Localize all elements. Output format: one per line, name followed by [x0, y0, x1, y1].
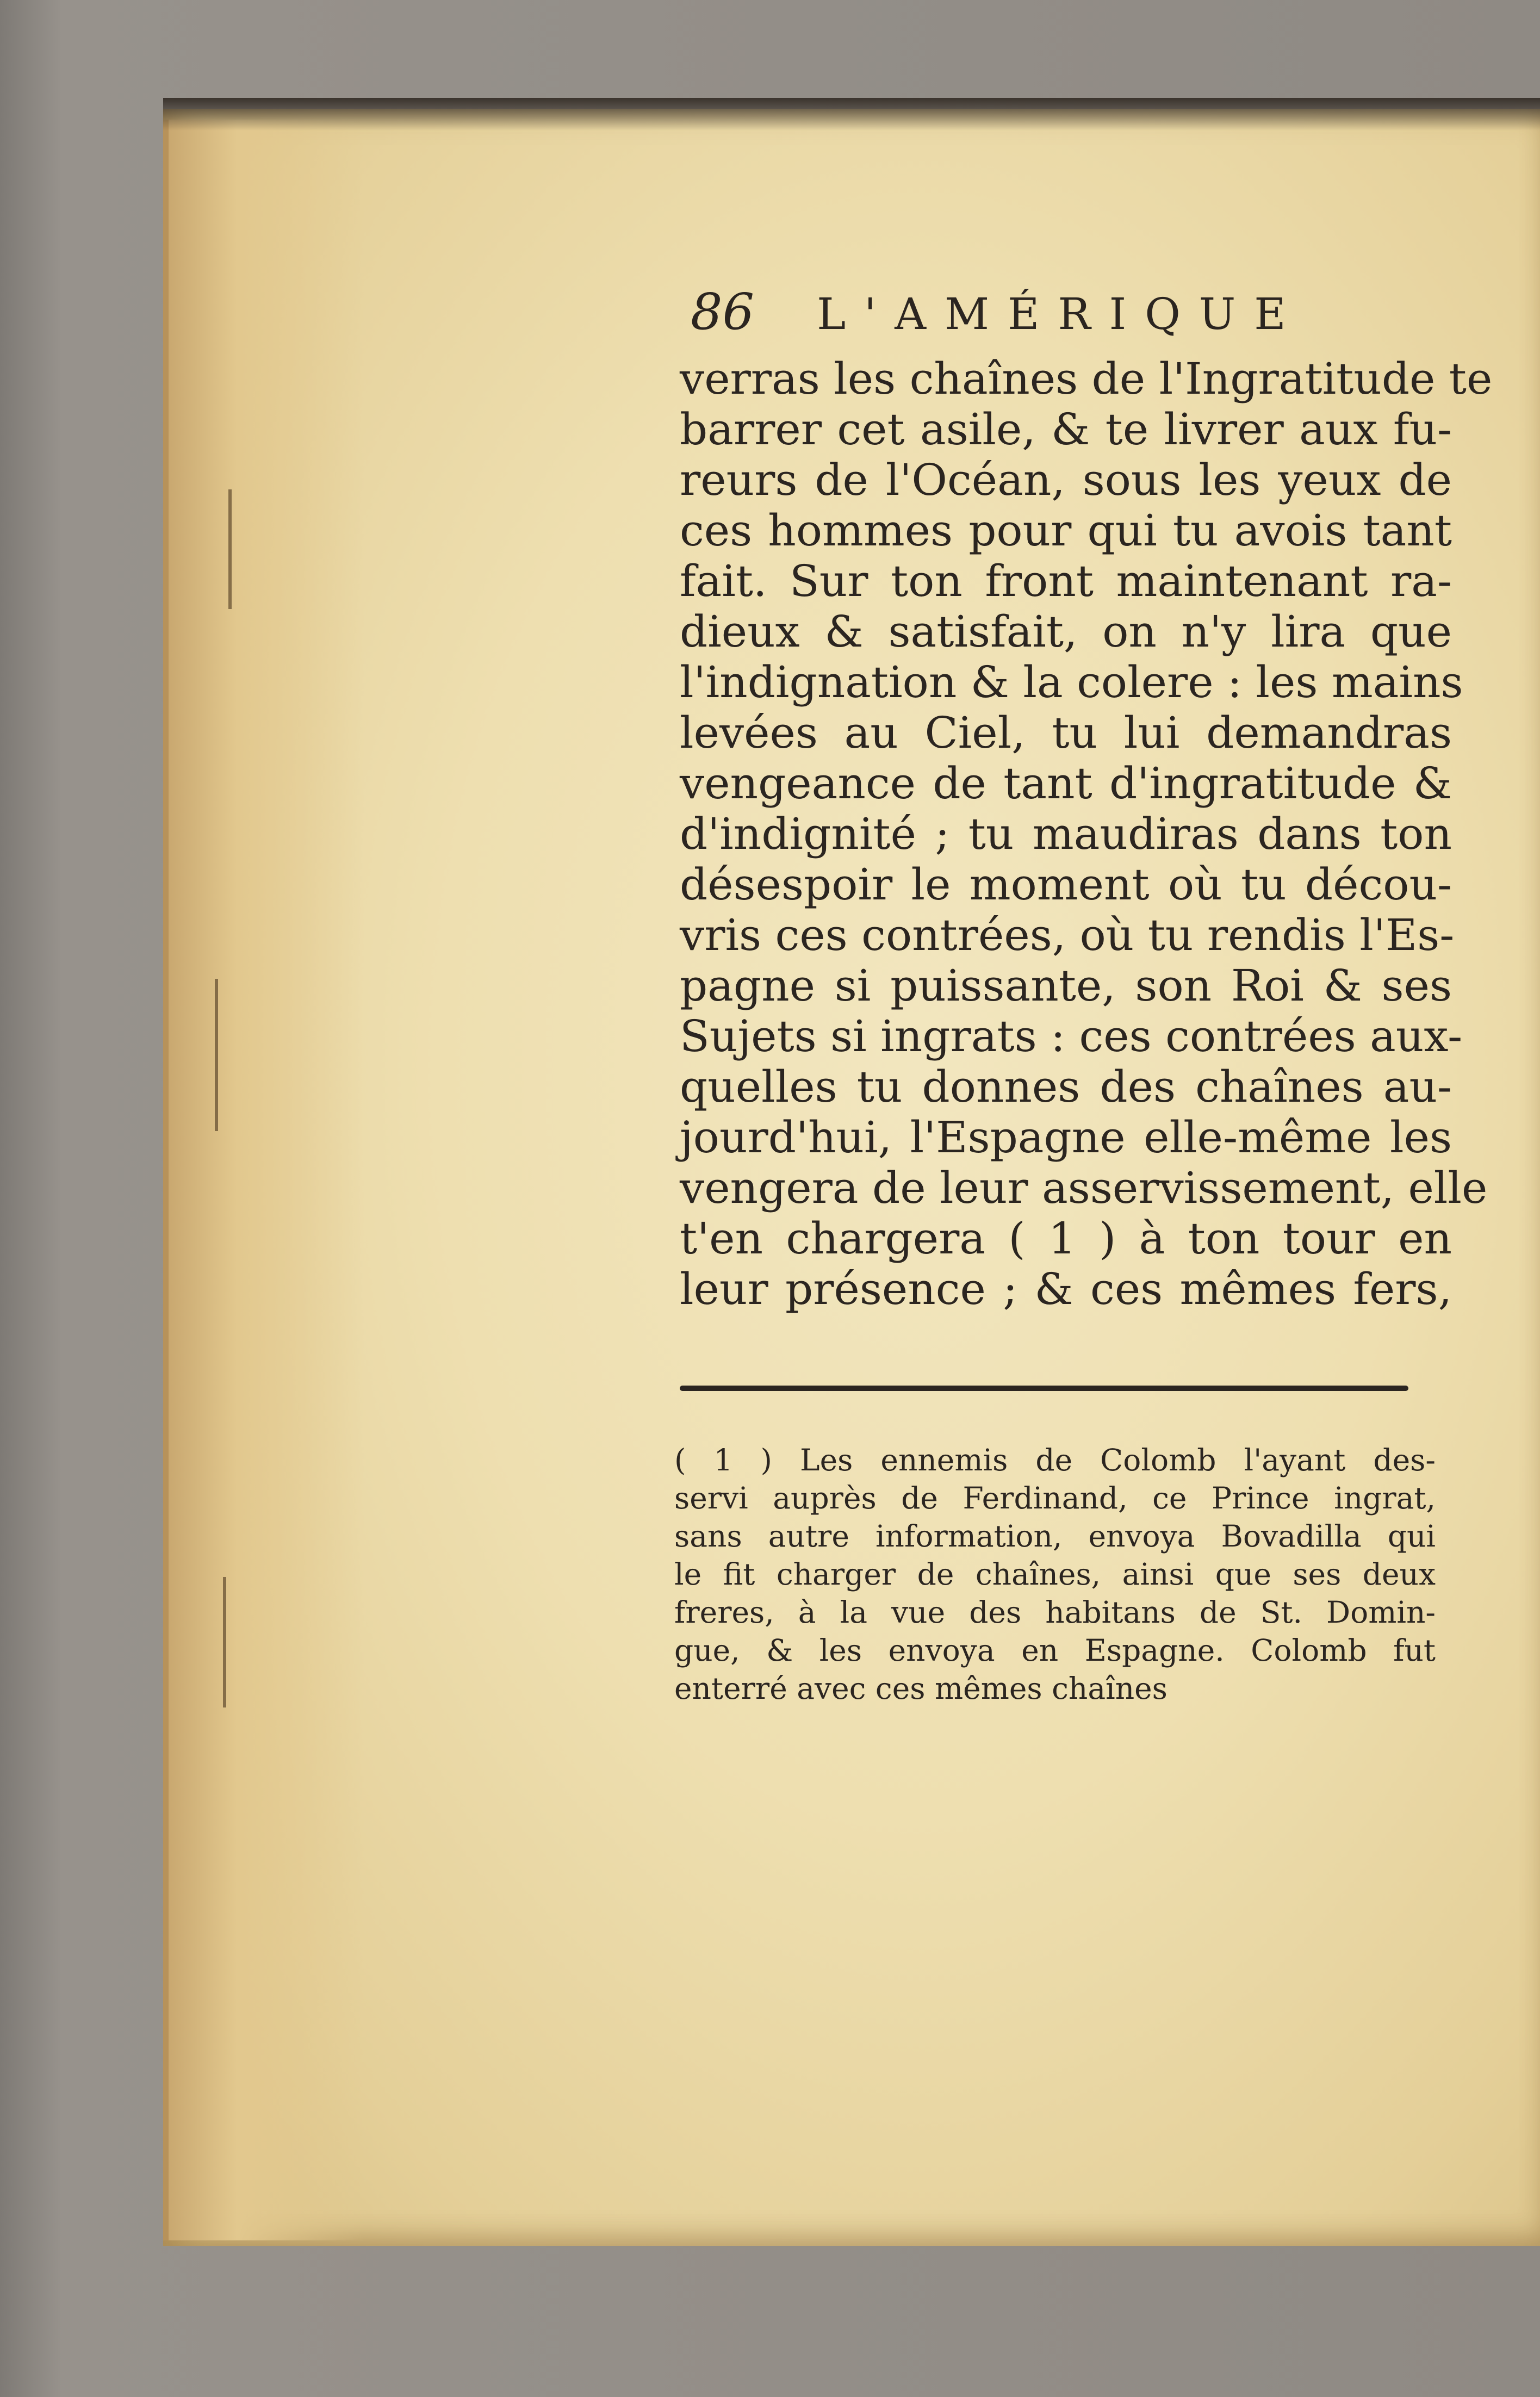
text-line: vengeance de tant d'ingratitude &	[680, 758, 1452, 809]
text-line: fait. Sur ton front maintenant ra-	[680, 556, 1452, 606]
text-line: l'indignation & la colere : les mains	[680, 657, 1463, 707]
text-line: désespoir le moment où tu décou-	[680, 859, 1452, 910]
page-number: 86	[691, 283, 755, 341]
text-line: Sujets si ingrats : ces contrées aux-	[680, 1011, 1463, 1061]
running-title: L'AMÉRIQUE	[817, 289, 1305, 339]
text-line: ces hommes pour qui tu avois tant	[680, 505, 1452, 556]
text-line: d'indignité ; tu maudiras dans ton	[680, 809, 1452, 859]
footnote-rule	[680, 1386, 1408, 1391]
footnote-line: servi auprès de Ferdinand, ce Prince ingrat,	[674, 1481, 1436, 1516]
gutter-crease	[215, 979, 218, 1131]
footnote	[674, 1441, 1436, 1707]
gutter-crease	[223, 1577, 226, 1707]
footnote-line: le fit charger de chaînes, ainsi que ses deux	[674, 1557, 1436, 1592]
footnote-line: gue, & les envoya en Espagne. Colomb fut	[674, 1633, 1436, 1668]
footnote-line: enterré avec ces mêmes chaînes	[674, 1671, 1168, 1706]
footnote-line: freres, à la vue des habitans de St. Domin-	[674, 1595, 1436, 1630]
footnote-line: sans autre information, envoya Bovadilla qui	[674, 1519, 1436, 1554]
binding-shadow	[163, 98, 1540, 131]
text-line: vengera de leur asservissement, elle	[680, 1163, 1488, 1213]
text-line: vris ces contrées, où tu rendis l'Es-	[680, 910, 1455, 960]
text-line: barrer cet asile, & te livrer aux fu-	[680, 404, 1452, 455]
text-line: leur présence ; & ces mêmes fers,	[680, 1264, 1452, 1314]
text-line: dieux & satisfait, on n'y lira que	[680, 606, 1452, 657]
main-text	[680, 353, 1493, 1314]
footnote-line: ( 1 ) Les ennemis de Colomb l'ayant des-	[674, 1443, 1436, 1477]
text-line: verras les chaînes de l'Ingratitude te	[680, 353, 1493, 404]
gutter-crease	[228, 489, 232, 609]
text-line: pagne si puissante, son Roi & ses	[680, 960, 1452, 1011]
text-line: t'en chargera ( 1 ) à ton tour en	[680, 1213, 1452, 1264]
text-line: reurs de l'Océan, sous les yeux de	[680, 455, 1452, 505]
page-edge-foxing	[163, 120, 364, 2240]
running-head	[691, 283, 1463, 341]
text-line: quelles tu donnes des chaînes au-	[680, 1061, 1452, 1112]
text-line: jourd'hui, l'Espagne elle-même les	[680, 1112, 1452, 1163]
text-line: levées au Ciel, tu lui demandras	[680, 707, 1452, 758]
